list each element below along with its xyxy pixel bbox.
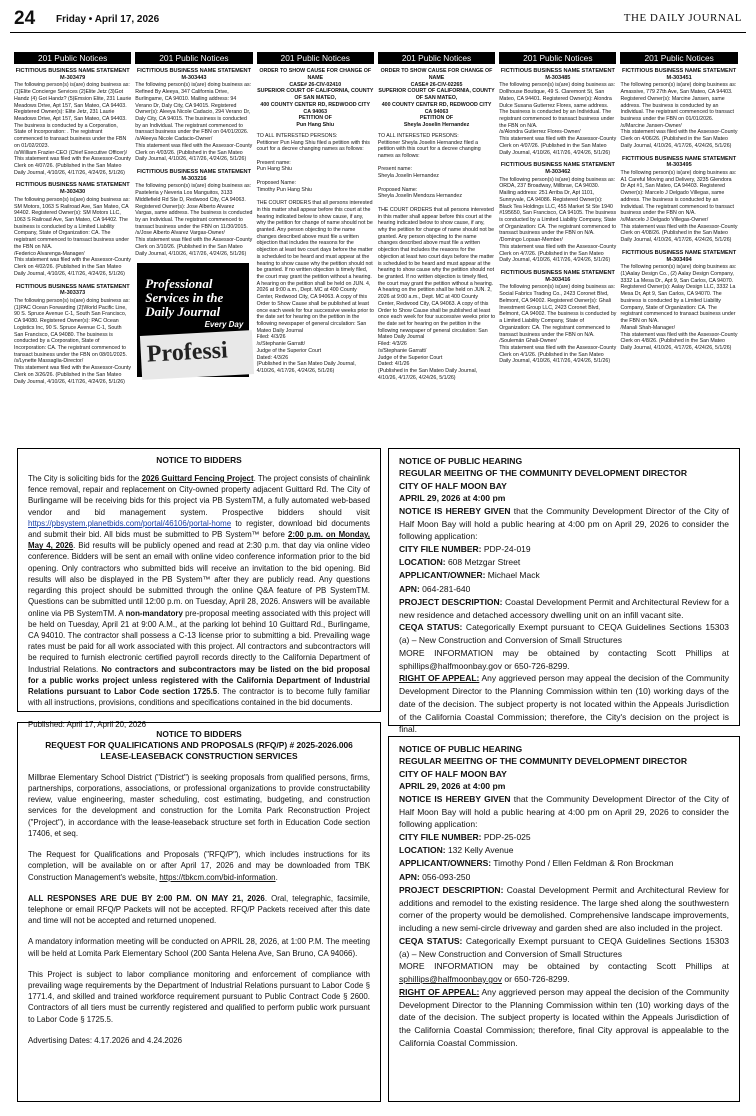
professional-services-ad: [137, 263, 249, 377]
published-dates: Published: April 17, April 20, 2026: [28, 719, 147, 729]
notice-title: FICTITIOUS BUSINESS NAME STATEMENT M-303416: [500, 270, 615, 283]
masthead: THE DAILY JOURNAL: [623, 12, 742, 24]
hearing-date: APRIL 29, 2026 at 4:00 pm: [399, 781, 506, 792]
public-notice-columns: [14, 52, 740, 442]
header-rule: [10, 32, 746, 33]
text-run: . The project consists of chainlink fence removal, repair and replacement on City-owned property adjacent Guittard Rd. The City of Burlingame will be receiving bids for this project via PB SystemTM, a fully automated web-based vendor and bid management system. Prospective bidders should visit: [28, 473, 370, 517]
notice-title: FICTITIOUS BUSINESS NAME STATEMENT M-303495: [622, 155, 737, 169]
issue-date: Friday • April 17, 2026: [56, 14, 160, 25]
field-label: RIGHT OF APPEAL:: [399, 986, 480, 997]
hearing-city: CITY OF HALF MOON BAY: [399, 768, 507, 779]
field-value: Coastal Development Permit and Architectural Review for a new residence and detached accessory dwelling unit on an infill vacant site.: [399, 596, 729, 620]
box-paragraph: [28, 893, 370, 927]
fbn-notice: [499, 162, 616, 264]
column-heading: 201 Public Notices: [135, 52, 252, 64]
fbn-notice: [499, 270, 616, 365]
page-header: [10, 6, 746, 44]
field-label: APPLICANT/OWNER:: [399, 570, 486, 581]
notice-title: FICTITIOUS BUSINESS NAME STATEMENT M-303479: [15, 68, 130, 81]
fbn-notice: [620, 156, 737, 244]
ad-headline: Professional Services in the Daily Journal: [145, 276, 224, 319]
box-paragraph: [28, 473, 370, 709]
hearing-title: NOTICE OF PUBLIC HEARING: [399, 744, 523, 754]
hearing-notice-text: [399, 793, 729, 831]
field-label: PROJECT DESCRIPTION:: [399, 884, 504, 895]
hearing-notice-text: [399, 505, 729, 543]
field-label: APN:: [399, 583, 420, 594]
hearing-apn: [399, 583, 729, 596]
field-value: Any aggrieved person may appeal the decision of the Community Development Director to the Planning Commission within ten (10) working days of the date of the decision. The subject property is not located within the Appeals Jurisdiction of the California Coastal Commission; therefore, the City's decision on the project is final.: [399, 673, 729, 735]
city-file-number: [399, 543, 729, 556]
notice-column-3: [257, 52, 374, 442]
more-information: [399, 960, 729, 986]
field-label: CEQA STATUS:: [399, 622, 463, 633]
notice-title: FICTITIOUS BUSINESS NAME STATEMENT M-303373: [15, 283, 130, 297]
court-order-heading: ORDER TO SHOW CAUSE FOR CHANGE OF NAME CASE# 26-CIV-02265 SUPERIOR COURT OF CALIFORNIA, COUNTY OF SAN MATEO, 400 COUNTY CENTER RD, REDWOOD CITY CA 94063 PETITION OF Sheyla Joselin Hernandez: [378, 68, 495, 129]
fbn-notice: [14, 284, 131, 386]
notice-title: FICTITIOUS BUSINESS NAME STATEMENT M-303430: [15, 182, 130, 196]
field-label: CITY FILE NUMBER:: [399, 832, 482, 843]
court-order-heading: ORDER TO SHOW CAUSE FOR CHANGE OF NAME CASE# 26-CIV-02410 SUPERIOR COURT OF CALIFORNIA, COUNTY OF SAN MATEO, 400 COUNTY CENTER RD, REDWOOD CITY CA 94063 PETITION OF Pun Hang Shiu: [257, 68, 374, 129]
text-run: MORE INFORMATION may be obtained by contacting Scott Phillips at: [399, 961, 729, 972]
text-run: . The contractor is to become fully familiar with all instructions, provisions, conditions and specifications contained in the bid documents.: [28, 687, 370, 708]
project-description: [399, 596, 729, 622]
field-label: LOCATION:: [399, 845, 446, 856]
hearing-location: [399, 844, 729, 857]
text-run: that the Community Development Director of the City of Half Moon Bay will hold a public hearing at 4:00 pm on April 29, 2026 to consider the following application:: [399, 793, 730, 830]
field-label: PROJECT DESCRIPTION:: [399, 596, 503, 607]
hearing-applicant: [399, 857, 729, 870]
right-of-appeal: [399, 986, 729, 1050]
notice-body: The following person(s) is(are) doing business as: ORDA, 237 Broadway, Millbrae, CA 94030. Mailing address: 251 Arriba Dr, Apt 1101, Sunnyvale, CA 94086. Registered Owner(s): Black Tea Holdings LLC, 455 Market St Ste 1940 #195650, San Francisco, CA 94105. The business is conducted by a Limited Liability Company, State of Organization: CA. The registrant commenced to transact business under the FBN on N/A. /Domingo Lopsan-Member/ This statement was filed with the Assessor-County Clerk on 4/7/26. (Published in the San Mateo Daily Journal, 4/10/26, 4/17/26, 4/24/26, 5/1/26): [499, 176, 617, 264]
field-value: Coastal Development Permit and Architectural Review for additions and remodel to the existing residence. The large shed along the southwestern corner of the property would be demolished. Comprehensive landscape improvements, including a new semi-circle driveway and garden shed are also included in the project.: [399, 884, 729, 933]
text-run: . Oral, telegraphic, facsimile, telephone or email RFQ/P Packets will not be accepted. RFQ/P Packets received after this date and time will not be accepted and returned unopened.: [28, 893, 370, 926]
hearing-title: NOTICE OF PUBLIC HEARING: [399, 456, 523, 466]
ceqa-status: [399, 935, 729, 961]
notice-column-1: [14, 52, 131, 442]
text-run: .: [275, 872, 278, 882]
court-order-body: TO ALL INTERESTED PERSONS: Petitioner Sheyla Joselin Hernandez filed a petition with this court for a decree changing names as follows: Present name: Sheyla Joselin Hernandez Proposed Name: Sheyla Joselin Mendoza Hernandez THE COURT ORDERS that all persons interested in this matter shall appear before this court at the hearing indicated below to show cause, if any, why the petition for change of name should not be granted. Any person objecting to the name changes described above must file a written objection that includes the reasons for the objection at least two court days before the matter is scheduled to be heard and must appear at the hearing to show cause why the petition should not be granted. If no written objection is timely filed, the court may grant the petition without a hearing. A hearing on the petition shall be held on JUN. 2, 2026 at 9:00 a.m., Dept. MC at 400 County Center, Redwood City, CA 94063. A copy of this Order to Show Cause shall be published at least once each week for four successive weeks prior to the date set for hearing on the petition in the following newspaper of general circulation: San Mateo Daily Journal Filed: 4/3/26 /s/Stephanie Garratt/ Judge of the Superior Court Dated: 4/1/26 (Published in the San Mateo Daily Journal, 4/10/26, 4/17/26, 4/24/26, 5/1/26): [377, 132, 496, 381]
contact-email-link[interactable]: sphillips@halfmoonbay.gov: [399, 974, 502, 984]
city-file-number: [399, 831, 729, 844]
box-paragraph: This Project is subject to labor compliance monitoring and enforcement of compliance with prevailing wage requirements by the Department of Industrial Relations pursuant to Labor Code § 1771.4, and skilled and trained workforce requirement pursuant to Public Contract Code § 2600. Contractors of all tiers must be currently registered and qualified to perform public work pursuant to Labor Code § 1725.5.: [28, 969, 370, 1024]
fbn-notice: [135, 169, 252, 257]
fbn-notice: [620, 68, 737, 150]
notice-body: The following person(s) is(are) doing business as: Pasteleria y Neveria Los Manguitos, 3133 Middlefield Rd Ste D, Redwood City, CA 94063. Registered Owner(s): Jose Alberto Alvarez Vargas, same address. The business is conducted by an Individual. The registrant commenced to transact business under the FBN on 11/30/2015. /s/Jose Alberto Alvarez Vargas-Owner/ This statement was filed with the Assessor-County Clerk on 3/10/26. (Published in the San Mateo Daily Journal, 4/10/26, 4/17/26, 4/24/26, 5/1/26): [135, 183, 253, 257]
ceqa-status: [399, 621, 729, 647]
notice-body: The following person(s) is(are) doing business as: Refined By Aleeya, 347 California Drive, Burlingame, CA 94010. Mailing address: 94 Verano Dr, Daly City, CA 94015. Registered Owner(s): Aleeya Nicole Cadacio, 294 Verano Dr, Daly City, CA 94015. The business is conducted by an Individual. The registrant commenced to transact business under the FBN on 04/01/2026. /s/Aleeya Nicole Cadacio-Owner/ This statement was filed with the Assessor-County Clerk on 4/03/26. (Published in the San Mateo Daily Journal, 4/10/26, 4/17/26, 4/24/26, 5/1/26): [135, 82, 253, 163]
notice-to-bidders-fencing: [17, 448, 381, 729]
hearing-date: APRIL 29, 2026 at 4:00 pm: [399, 493, 506, 504]
planetbids-link[interactable]: https://pbsystem.planetbids.com/portal/46106/portal-home: [28, 518, 232, 528]
fbn-notice: [14, 68, 131, 176]
text-run: NOTICE IS HEREBY GIVEN: [399, 793, 511, 804]
hearing-city: CITY OF HALF MOON BAY: [399, 480, 507, 491]
page-number: 24: [14, 8, 36, 29]
notice-title: FICTITIOUS BUSINESS NAME STATEMENT M-303443: [136, 68, 252, 81]
tbkcm-link[interactable]: https://tbkcm.com/bid-information: [159, 872, 276, 882]
box-title: NOTICE TO BIDDERS: [156, 455, 242, 465]
rfqp-number: REQUEST FOR QUALIFICATIONS AND PROPOSALS (RFQ/P) # 2025-2026.006: [45, 739, 353, 750]
notice-column-5: [499, 52, 616, 442]
notice-column-2: [135, 52, 252, 442]
hearing-location: [399, 556, 729, 569]
box-title: NOTICE TO BIDDERS: [156, 729, 242, 739]
field-value: 608 Metzgar Street: [445, 557, 521, 568]
ad-tagline: Every Day: [204, 320, 244, 330]
project-name: 2026 Guittard Fencing Project: [141, 473, 254, 483]
hearing-meeting: REGULAR MEEITNG OF THE COMMUNITY DEVELOPMENT DIRECTOR: [399, 468, 688, 479]
field-value: 056-093-250: [419, 871, 471, 882]
text-run: pre-proposal meeting associated with this project will be held on Tuesday, April 21 at 9:00 A.M., at the parking lot behind 10 Guittard Rd., Burlingame, CA 94010. The contractor shall possess a C-13 license prior to submitting a bid. Prevailing wage rates must be paid for all work associated with this project. All contractors and subcontractors will be required to furnish electronic certified payroll records directly to the California Department of Industrial Relations.: [28, 608, 370, 674]
text-run: NOTICE IS HEREBY GIVEN: [399, 505, 511, 516]
advertising-dates: Advertising Dates: 4.17.2026 and 4.24.2026: [28, 1035, 182, 1045]
column-heading: 201 Public Notices: [378, 52, 495, 64]
hearing-apn: [399, 871, 729, 884]
notice-body: The following person(s) is(are) doing business as: (1)PAC Ocean Forwarding (2)World Pacific Line, 90 S. Spruce Avenue C-1, South San Francisco, CA 94080. Registered Owner(s): PAC Ocean Logistics Inc, 90 S. Spruce Avenue C-1, South San Francisco, CA 94080. The business is conducted by a Corporation, State of Incorporation: CA. The registrant commenced to transact business under the FBN on 08/01/2025. /s/Lynette Massaglia-Director/ This statement was filed with the Assessor-County Clerk on 3/26/26. (Published in the San Mateo Daily Journal, 4/10/26, 4/17/26, 4/24/26, 5/1/26): [14, 297, 132, 385]
text-run: The Request for Qualifications and Proposals ("RFQ/P"), which includes instructions for its completion, will be available on or after April 17, 2026 and may be downloaded from TBK Construction Management's website,: [28, 850, 370, 882]
text-run: that the Community Development Director of the City of Half Moon Bay will hold a public hearing at 4:00 pm on April 29, 2026 to consider the following application:: [399, 505, 730, 542]
newspaper-graphic: [140, 330, 254, 380]
response-deadline: ALL RESPONSES ARE DUE BY 2:00 P.M. ON MAY 21, 2026: [28, 893, 265, 903]
field-value: PDP-25-025: [481, 832, 531, 843]
field-value: 132 Kelly Avenue: [445, 845, 514, 856]
field-value: 064-281-640: [419, 583, 471, 594]
project-description: [399, 884, 729, 935]
notice-body: The following person(s) is(are) doing business as: SM Motors, 1063 S Railroad Ave, San Mateo, CA 94402. Registered Owner(s): SM Motors LLC, 1063 S Railroad Ave, San Mateo, CA 94402. The business is conducted by a Limited Liability Company, State of Organization: CA. The registrant commenced to transact business under the FBN on N/A. /Federico Alvarenga-Manager/ This statement was filed with the Assessor-County Clerk on 4/02/26. (Published in the San Mateo Daily Journal, 4/10/26, 4/17/26, 4/24/26, 5/1/26): [14, 196, 132, 277]
column-heading: 201 Public Notices: [620, 52, 737, 64]
text-run: . Bid results will be publicly opened and read at 2:30 p.m. that day via online video conference. Bidders will be sent an email with online video conference information prior to the bid opening. Only contractors who submitted bids will receive an invitation to the bid opening. Bid results will also be displayed in the PB System™ after they are publicly read. Any questions regarding this project should be submitted through the online Q&A feature of PB SystemTM. Questions can be submitted until 12:00 p.m. on Tuesday, April 28, 2026. Answers will be available online via PB SystemTM. A: [28, 541, 370, 618]
field-label: APN:: [399, 871, 420, 882]
notice-title: FICTITIOUS BUSINESS NAME STATEMENT M-303485: [500, 68, 615, 81]
notice-body: The following person(s) is(are) doing business as: Dollhouse Boutique, 49 S. Claremont St, San Mateo, CA 94401. Registered Owner(s): Alondra Dulce Susana Gutierrez Flores, same address. The business is conducted by an Individual. The registrant commenced to transact business under the FBN on N/A. /s/Alondra Gutierrez Flores-Owner/ This statement was filed with the Assessor-County Clerk on 4/07/26. (Published in the San Mateo Daily Journal, 4/10/26, 4/17/26, 4/24/26, 5/1/26): [499, 82, 617, 156]
notice-column-6: [620, 52, 737, 442]
notice-title: FICTITIOUS BUSINESS NAME STATEMENT M-303462: [500, 162, 615, 176]
column-heading: 201 Public Notices: [257, 52, 374, 64]
notice-body: The following person(s) is(are) doing business as: (1)Aalay Design Co., (2) Aalay Design Company, 3332 La Mesa Dr., Apt 9, San Carlos, CA 94070. Registered Owner(s): Aalay Design LLC, 3332 La Mesa Dr, Apt 9, San Carlos, CA 94070. The business is conducted by a Limited Liability Company, State of Organization: CA. The registrant commenced to transact business under the FBN on N/A. /Manali Shah-Manager/ This statement was filed with the Assessor-County Clerk on 4/8/26. (Published in the San Mateo Daily Journal, 4/10/26, 4/17/26, 4/24/26, 5/1/26): [620, 264, 738, 351]
fbn-notice: [14, 182, 131, 277]
text-run: or 650-726-8299.: [501, 974, 570, 984]
more-information: MORE INFORMATION may be obtained by contacting Scott Phillips at sphillips@halfmoonbay.gov or 650-726-8299.: [399, 647, 729, 671]
notice-title: FICTITIOUS BUSINESS NAME STATEMENT M-303216: [136, 169, 252, 182]
field-value: Any aggrieved person may appeal the decision of the Community Development Director to the Planning Commission within ten (10) working days of the date of the decision. The subject property is located within the Appeals Jurisdiction of the California Coastal Commission; therefore, final City approval is appealable to the California Coastal Commission.: [399, 986, 729, 1048]
court-order-body: TO ALL INTERESTED PERSONS: Petitioner Pun Hang Shiu filed a petition with this court for a decree changing names as follows: Present name: Pun Hang Shiu Proposed Name: Timothy Pun Hang Shiu THE COURT ORDERS that all persons interested in this matter shall appear before this court at the hearing indicated below to show cause, if any, why the petition for change of name should not be granted. Any person objecting to the name changes described above must file a written objection that includes the reasons for the objection at least two court days before the matter is scheduled to be heard and must appear at the hearing to show cause why the petition should not be granted. If no written objection is timely filed, the court may grant the petition without a hearing. A hearing on the petition shall be held on JUN. 4, 2026 at 9:00 a.m., Dept. MC at 400 County Center, Redwood City, CA 94063. A copy of this Order to Show Cause shall be published at least once each week for four successive weeks prior to the date set for hearing on the petition in the following newspaper of general circulation: San Mateo Daily Journal Filed: 4/3/26 /s/Stephanie Garratt/ Judge of the Superior Court Dated: 4/3/26 (Published in the San Mateo Daily Journal, 4/10/26, 4/17/26, 4/24/26, 5/1/26): [256, 132, 374, 375]
fbn-notice: [620, 250, 737, 352]
text-run: The City is soliciting bids for the: [28, 473, 142, 483]
field-label: CITY FILE NUMBER:: [399, 544, 482, 555]
column-heading: 201 Public Notices: [499, 52, 616, 64]
fbn-notice: [499, 68, 616, 156]
notice-title: FICTITIOUS BUSINESS NAME STATEMENT M-303494: [622, 249, 737, 263]
notice-body: The following person(s) is(are) doing business as: (1)Elite Concierge Services (2)Elite Jetz (3)Got Handz (4) Got Handz? (5)Emsion Elite, 231 Laurie Meadows Drive, Apt 157, San Mateo, CA 94403. Registered Owner(s): Elite Jetz, 231 Laurie Meadows Drive, Apt 157, San Mateo, CA 94403. The business is conducted by a Corporation, State of Incorporation: . The registrant commenced to transact business under the FBN on 01/02/2023. /s/William Frazier-CEO (Chief Executive Officer)/ This statement was filed with the Assessor-County Clerk on 4/07/26. (Published in the San Mateo Daily Journal, 4/10/26, 4/17/26, 4/24/26, 5/1/26): [14, 82, 132, 176]
box-paragraph: A mandatory information meeting will be conducted on APRIL 28, 2026, at 1:00 P.M. The meeting will be held at Lomita Park Elementary School (200 Santa Helena Ave, San Bruno, CA 94066).: [28, 937, 370, 958]
bid-deadline: 2:00 p.m. on Monday, May 4, 2026: [28, 530, 370, 551]
box-paragraph: [28, 849, 370, 883]
public-hearing-notice-pdp-24-019: [388, 448, 740, 735]
field-label: LOCATION:: [399, 557, 446, 568]
hearing-meeting: REGULAR MEEITNG OF THE COMMUNITY DEVELOPMENT DIRECTOR: [399, 756, 688, 767]
right-of-appeal: [399, 672, 729, 736]
notice-body: The following person(s) is(are) doing business as: A1 Careful Moving and Delivery, 3235 Glendora Dr Apt #1, San Mateo, CA 94403. Registered Owner(s): Marcelo J Delgado Villegas, same address. The business is conducted by an Individual. The registrant commenced to transact business under the FBN on N/A. /s/Marcelo J Delgado Villegas-Owner/ This statement was filed with the Assessor-County Clerk on 4/08/26. (Published in the San Mateo Daily Journal, 4/10/26, 4/17/26, 4/24/26, 5/1/26): [620, 170, 738, 244]
text-run: to register, download bid documents and submit their bid. All bids must be submitted to PB System™ before: [28, 518, 370, 540]
column-heading: 201 Public Notices: [14, 52, 131, 64]
field-label: APPLICANT/OWNERS:: [399, 858, 492, 869]
box-paragraph: Millbrae Elementary School District ("District") is seeking proposals from qualified persons, firms, partnerships, corporations, associations, or professional organizations to provide constructability review, value engineering, master scheduling, cost estimating, budgeting, and construction services for the development and construction for the Lomita Park Reconstruction Project ("Project"), in accordance with the lease-leaseback structure set forth in Education Code section 17406, et seq.: [28, 772, 370, 838]
field-label: CEQA STATUS:: [399, 935, 463, 946]
notice-column-4: [378, 52, 495, 442]
field-label: RIGHT OF APPEAL:: [399, 673, 480, 684]
rfqp-subject: LEASE-LEASEBACK CONSTRUCTION SERVICES: [100, 750, 298, 761]
field-value: Categorically Exempt pursuant to CEQA Guidelines Sections 15303 (a) – New Construction and Conversion of Small Structures: [399, 935, 729, 959]
notice-to-bidders-rfqp: [17, 722, 381, 1102]
notice-body: The following person(s) is(are) doing business as: Amassive, 779 27th Ave, San Mateo, CA 94403. Registered Owner(s): Marcine Jansen, same address. The business is conducted by an Individual. The registrant commenced to transact business under the FBN on 01/01/2026. /s/Marcine Jansen-Owner/ This statement was filed with the Assessor-County Clerk on 4/06/26. (Published in the San Mateo Daily Journal, 4/10/26, 4/17/26, 4/24/26, 5/1/26): [620, 82, 738, 149]
field-value: Timothy Pond / Ellen Feldman & Ron Brockman: [491, 858, 674, 869]
notice-body: The following person(s) is(are) doing business as: Social Fabrics Trading Co., 2423 Coronet Blvd, Belmont, CA 94002. Registered Owner(s): Ghali Investment Group LLC, 2423 Coronet Blvd, Belmont, CA 94002. The business is conducted by a Limited Liability Company, State of Organization: CA. The registrant commenced to transact business under the FBN on N/A. /Soulemán Ghali-Owner/ This statement was filed with the Assessor-County Clerk on 4/1/26. (Published in the San Mateo Daily Journal, 4/10/26, 4/17/26, 4/24/26, 5/1/26): [499, 284, 617, 365]
registration-requirement: No contractors and subcontractors may be listed on the bid proposal for a public works project unless registered with the California Department of Industrial Relations pursuant to Labor Code section 1725.5: [28, 664, 370, 697]
field-value: Categorically Exempt pursuant to CEQA Guidelines Sections 15303 (a) – New Construction and Conversion of Small Structures: [399, 622, 729, 645]
newspaper-graphic-text: Professi: [146, 337, 229, 368]
field-value: Michael Mack: [485, 570, 540, 581]
public-hearing-notice-pdp-25-025: [388, 736, 740, 1102]
fbn-notice: [135, 68, 252, 163]
hearing-applicant: [399, 569, 729, 582]
field-value: PDP-24-019: [481, 544, 531, 555]
non-mandatory-label: non-mandatory: [125, 608, 183, 618]
notice-title: FICTITIOUS BUSINESS NAME STATEMENT M-303451: [622, 68, 737, 81]
